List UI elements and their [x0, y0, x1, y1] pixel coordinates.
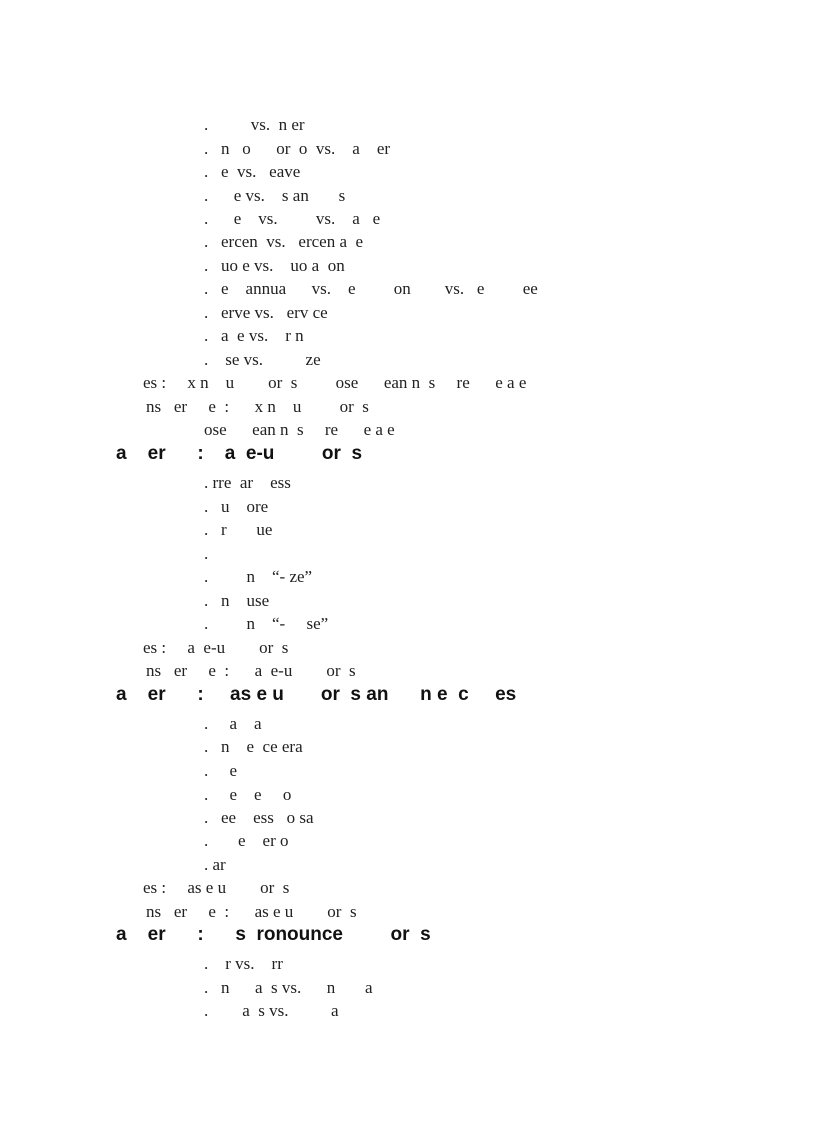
- list-item: . uo e vs. uo a on: [204, 256, 345, 275]
- list-item: . ar: [204, 855, 226, 874]
- chapter-heading: a er : s ronounce or s: [116, 924, 431, 945]
- list-item: . u ore: [204, 497, 269, 516]
- list-item: . n e ce era: [204, 737, 303, 756]
- list-item: . e annua vs. e on vs. e ee: [204, 279, 538, 298]
- list-item: . a a: [204, 714, 262, 733]
- list-item: . e er o: [204, 831, 289, 850]
- answer-line: ns er e : x n u or s: [146, 397, 369, 416]
- list-item: . n use: [204, 591, 270, 610]
- list-item: .: [204, 544, 209, 563]
- test-line: es : as e u or s: [143, 878, 290, 897]
- list-item: . ee ess o sa: [204, 808, 314, 827]
- answer-line: ns er e : as e u or s: [146, 902, 357, 921]
- list-item: . e: [204, 761, 238, 780]
- list-item: . e vs. s an s: [204, 186, 346, 205]
- list-item: . r ue: [204, 520, 273, 539]
- list-item: . n “- se”: [204, 614, 329, 633]
- list-item: . a e vs. r n: [204, 326, 304, 345]
- list-item: . e vs. eave: [204, 162, 301, 181]
- list-item: . n o or o vs. a er: [204, 139, 391, 158]
- chapter-heading: a er : a e-u or s: [116, 443, 363, 464]
- answer-line: ns er e : a e-u or s: [146, 661, 356, 680]
- list-item: . e e o: [204, 785, 292, 804]
- list-item: . rre ar ess: [204, 473, 291, 492]
- list-item: . n a s vs. n a: [204, 978, 373, 997]
- test-line: es : a e-u or s: [143, 638, 289, 657]
- chapter-heading: a er : as e u or s an n e c es: [116, 684, 517, 705]
- list-item: . vs. n er: [204, 115, 305, 134]
- list-item: . r vs. rr: [204, 954, 283, 973]
- list-item: . n “- ze”: [204, 567, 313, 586]
- test-line: es : x n u or s ose ean n s re e a e: [143, 373, 527, 392]
- list-item: . erve vs. erv ce: [204, 303, 328, 322]
- list-item: . se vs. ze: [204, 350, 321, 369]
- list-item: . a s vs. a: [204, 1001, 339, 1020]
- list-item: . ercen vs. ercen a e: [204, 232, 364, 251]
- answer-continuation: ose ean n s re e a e: [204, 420, 395, 439]
- list-item: . e vs. vs. a e: [204, 209, 381, 228]
